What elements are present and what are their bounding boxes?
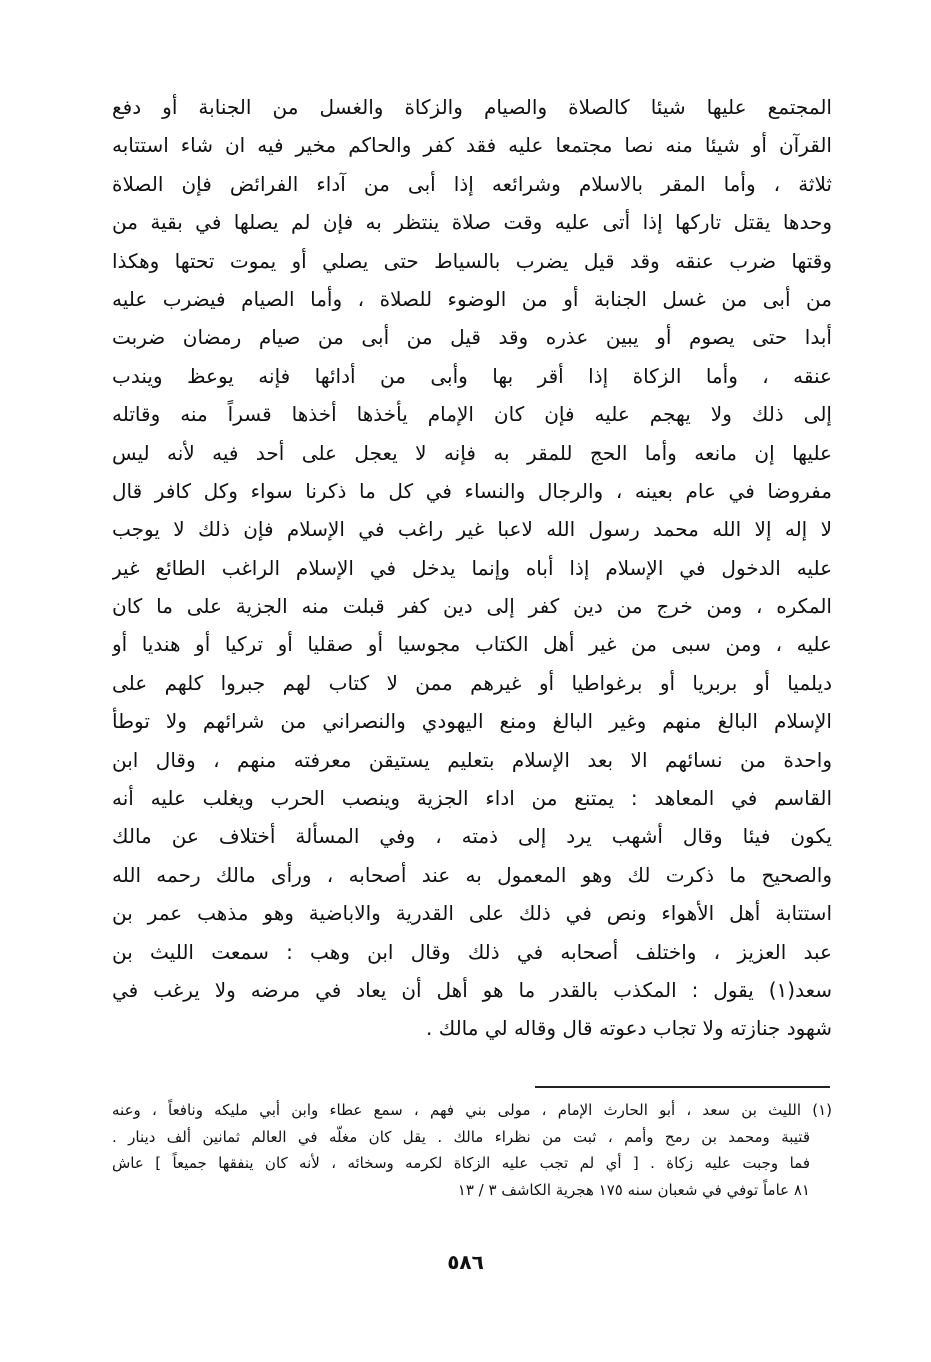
text-line: لا إله إلا الله محمد رسول الله لاعبا غير راغب في الإسلام فإن ذلك لا يوجب bbox=[112, 517, 832, 542]
footnote-line: ٨١ عاماً توفي في شعبان سنه ١٧٥ هجرية الكاشف ٣ / ١٣ bbox=[457, 1180, 810, 1199]
footnote-line: فما وجبت عليه زكاة . [ أي لم تجب عليه الزكاة لكرمه وسخائه ، لأنه كان ينفقها جميعاً ] عاش bbox=[112, 1154, 810, 1172]
text-line: عليه ، ومن سبى من غير أهل الكتاب مجوسيا أو صقليا أو تركيا أو هنديا أو bbox=[112, 632, 832, 657]
text-line: أبدا حتى يصوم أو يبين عذره وقد قيل من أبى من صيام رمضان ضربت bbox=[112, 325, 832, 350]
text-line: المكره ، ومن خرج من دين كفر إلى دين كفر قبلت منه الجزية على ما كان bbox=[112, 594, 832, 619]
text-line: مفروضا في عام بعينه ، والرجال والنساء في كل ما ذكرنا سواء وكل كافر قال bbox=[112, 478, 832, 503]
text-line: إلى ذلك ولا يهجم عليه فإن كان الإمام يأخذها أخذها قسراً منه وقاتله bbox=[112, 402, 832, 427]
text-line: استتابة أهل الأهواء ونص في ذلك على القدرية والاباضية وهو مذهب عمر بن bbox=[112, 901, 832, 926]
text-line: واحدة من نسائهم الا بعد الإسلام بتعليم يستيقن معرفته منهم ، وقال ابن bbox=[112, 747, 832, 772]
text-line: عليها إن مانعه وأما الحج للمقر به فإنه لا يعجل على أحد فيه لأنه ليس bbox=[112, 440, 832, 465]
footnote-line: قتيبة ومحمد بن رمح وأمم ، ثبت من نظراء مالك . يقل كان مغلّه في العالم ثمانين ألف دينار . bbox=[112, 1127, 810, 1146]
footnote-divider bbox=[535, 1086, 830, 1088]
text-line: والصحيح ما ذكرت لك وهو المعمول به عند أصحابه ، ورأى مالك رحمه الله bbox=[112, 862, 832, 887]
text-line: ثلاثة ، وأما المقر بالاسلام وشرائعه إذا أبى من آداء الفرائض فإن الصلاة bbox=[112, 171, 832, 196]
text-line: عليه الدخول في الإسلام إذا أباه وإنما يدخل في الإسلام الراغب الطائع غير bbox=[112, 555, 832, 580]
text-line: يكون فيئا وقال أشهب يرد إلى ذمته ، وفي المسألة أختلاف عن مالك bbox=[112, 824, 832, 849]
page-number: ٥٨٦ bbox=[447, 1250, 484, 1274]
text-line: من أبى من غسل الجنابة أو من الوضوء للصلاة ، وأما الصيام فيضرب عليه bbox=[112, 286, 832, 311]
text-line: الإسلام البالغ منهم وغير البالغ ومنع اليهودي والنصراني من شرائهم ولا توطأ bbox=[112, 709, 832, 734]
text-line: وقتها ضرب عنقه وقد قيل يضرب بالسياط حتى يصلي أو يموت تحتها وهكذا bbox=[112, 248, 832, 273]
text-line: القاسم في المعاهد : يمتنع من اداء الجزية وينصب الحرب ويغلب عليه أنه bbox=[112, 786, 832, 811]
footnote-line: (١) الليث بن سعد ، أبو الحارث الإمام ، مولى بني فهم ، سمع عطاء وابن أبي مليكه ونافعاً ، وعنه bbox=[112, 1101, 832, 1119]
text-line: عبد العزيز ، واختلف أصحابه في ذلك وقال ابن وهب : سمعت الليث بن bbox=[112, 939, 832, 964]
text-line: سعد(١) يقول : المكذب بالقدر ما هو أهل أن يعاد في مرضه ولا يرغب في bbox=[112, 977, 832, 1002]
text-line: ديلميا أو بربريا أو برغواطيا أو غيرهم ممن لا كتاب لهم جبروا كلهم على bbox=[112, 670, 832, 695]
text-line: القرآن أو شيئا منه نصا مجتمعا عليه فقد كفر والحاكم مخير فيه ان شاء استتابه bbox=[112, 133, 832, 158]
main-text bbox=[112, 88, 832, 1048]
text-line: وحدها يقتل تاركها إذا أتى عليه وقت صلاة ينتظر به فإن لم يصلها في بقية من bbox=[112, 210, 832, 235]
text-line: المجتمع عليها شيئا كالصلاة والصيام والزكاة والغسل من الجنابة أو دفع bbox=[112, 95, 832, 119]
footnotes bbox=[112, 1097, 832, 1203]
text-line: شهود جنازته ولا تجاب دعوته قال وقاله لي مالك . bbox=[426, 1016, 832, 1041]
text-line: عنقه ، وأما الزكاة إذا أقر بها وأبى من أدائها فإنه يوعظ ويندب bbox=[112, 363, 832, 388]
